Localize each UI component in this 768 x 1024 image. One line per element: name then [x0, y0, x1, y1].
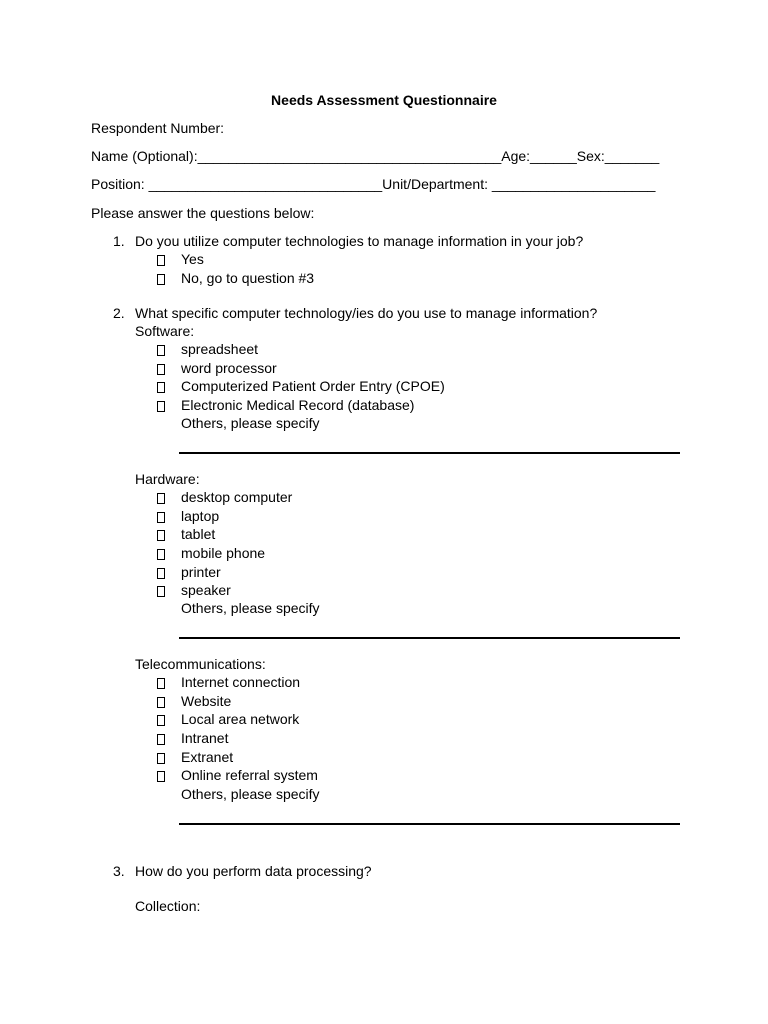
hardware-printer-label: printer — [181, 564, 221, 580]
hardware-desktop-label: desktop computer — [181, 489, 293, 505]
telecom-extranet-checkbox — [157, 753, 165, 764]
instructions: Please answer the questions below: — [91, 205, 315, 221]
telecom-heading: Telecommunications: — [135, 656, 266, 672]
collection-heading: Collection: — [135, 898, 201, 914]
q2-number: 2. — [113, 305, 125, 321]
hardware-laptop-label: laptop — [181, 508, 220, 524]
telecom-internet-label: Internet connection — [181, 674, 301, 690]
software-heading: Software: — [135, 323, 195, 339]
q1-text: Do you utilize computer technologies to manage information in your job? — [135, 233, 584, 249]
software-word-processor-label: word processor — [181, 360, 277, 376]
telecom-referral-checkbox — [157, 771, 165, 782]
name-age-sex-field: Name (Optional):_______________________________________Age:______Sex:_______ — [91, 148, 660, 164]
telecom-internet-checkbox — [157, 678, 165, 689]
telecom-lan-checkbox — [157, 715, 165, 726]
hardware-mobile-checkbox — [157, 549, 165, 560]
q2-text: What specific computer technology/ies do you use to manage information? — [135, 305, 598, 321]
position-unit-field: Position: ______________________________Unit/Department: _____________________ — [91, 176, 656, 192]
telecom-website-checkbox — [157, 697, 165, 708]
q1-option-yes-checkbox — [157, 255, 165, 266]
telecom-others-line — [179, 823, 680, 825]
telecom-extranet-label: Extranet — [181, 749, 234, 765]
hardware-laptop-checkbox — [157, 512, 165, 523]
q1-number: 1. — [113, 233, 125, 249]
hardware-desktop-checkbox — [157, 493, 165, 504]
telecom-website-label: Website — [181, 693, 232, 709]
hardware-speaker-label: speaker — [181, 582, 231, 598]
telecom-lan-label: Local area network — [181, 711, 300, 727]
hardware-printer-checkbox — [157, 568, 165, 579]
telecom-others-label: Others, please specify — [181, 786, 320, 802]
q3-text: How do you perform data processing? — [135, 863, 372, 879]
respondent-number-field: Respondent Number: — [91, 120, 225, 136]
hardware-others-line — [179, 637, 680, 639]
q1-option-no-checkbox — [157, 274, 165, 285]
q3-number: 3. — [113, 863, 125, 879]
hardware-heading: Hardware: — [135, 471, 200, 487]
software-word-processor-checkbox — [157, 364, 165, 375]
hardware-speaker-checkbox — [157, 586, 165, 597]
page-title: Needs Assessment Questionnaire — [271, 92, 497, 108]
software-spreadsheet-label: spreadsheet — [181, 341, 259, 357]
hardware-tablet-label: tablet — [181, 526, 216, 542]
software-cpoe-checkbox — [157, 382, 165, 393]
telecom-intranet-checkbox — [157, 734, 165, 745]
software-emr-checkbox — [157, 401, 165, 412]
software-cpoe-label: Computerized Patient Order Entry (CPOE) — [181, 378, 445, 394]
hardware-others-label: Others, please specify — [181, 600, 320, 616]
hardware-tablet-checkbox — [157, 530, 165, 541]
telecom-intranet-label: Intranet — [181, 730, 229, 746]
q1-option-no-label: No, go to question #3 — [181, 270, 315, 286]
telecom-referral-label: Online referral system — [181, 767, 318, 783]
software-spreadsheet-checkbox — [157, 345, 165, 356]
software-others-line — [179, 452, 680, 454]
software-others-label: Others, please specify — [181, 415, 320, 431]
software-emr-label: Electronic Medical Record (database) — [181, 397, 415, 413]
hardware-mobile-label: mobile phone — [181, 545, 266, 561]
q1-option-yes-label: Yes — [181, 251, 204, 267]
